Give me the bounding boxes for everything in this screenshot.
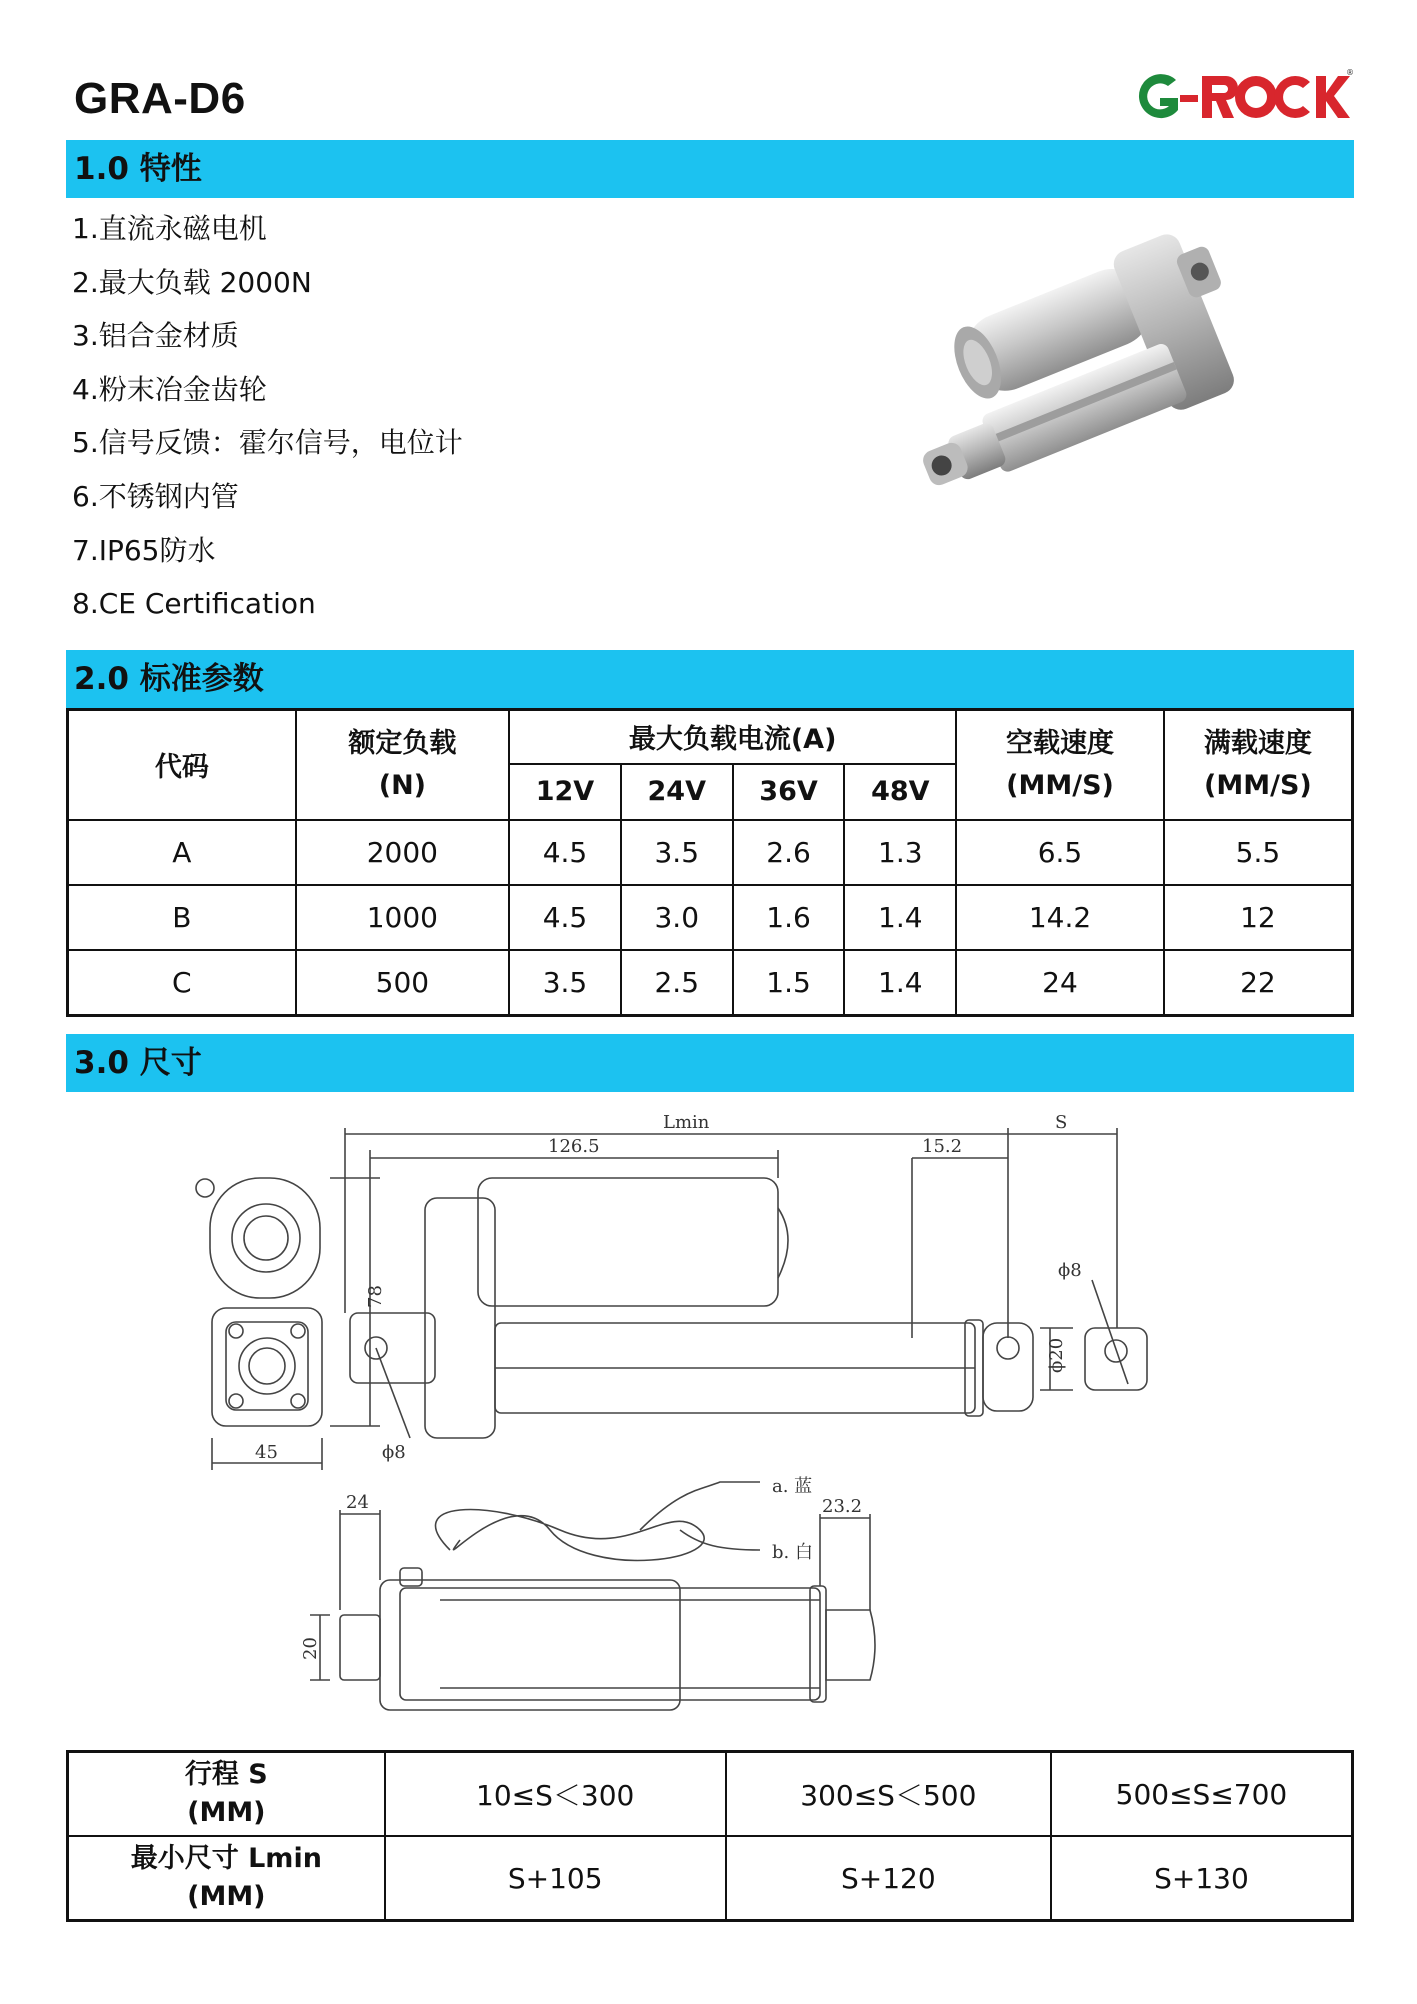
section-features-header: 1.0 特性 xyxy=(66,140,1354,198)
dim-hole-rear: ϕ8 xyxy=(382,1442,406,1463)
row-label-stroke-unit: (MM) xyxy=(187,1797,266,1828)
cell-load: 500 xyxy=(296,950,509,1016)
col-no-load-speed xyxy=(956,710,1164,820)
cell-lmin: S+130 xyxy=(1051,1836,1353,1921)
dim-body-len: 126.5 xyxy=(548,1136,600,1157)
feature-list xyxy=(72,205,463,634)
dim-hole-front: ϕ8 xyxy=(1058,1260,1082,1281)
col-load xyxy=(296,710,509,820)
cell-full-load: 12 xyxy=(1164,885,1353,950)
stroke-table xyxy=(66,1750,1354,1922)
dim-width: 45 xyxy=(255,1442,278,1463)
col-load-label: 额定负载 xyxy=(348,727,457,759)
page-title: GRA-D6 xyxy=(74,74,246,123)
cell-no-load: 24 xyxy=(956,950,1164,1016)
section-dimensions-header: 3.0 尺寸 xyxy=(66,1034,1354,1092)
dim-lmin: Lmin xyxy=(663,1112,710,1133)
cell-current: 4.5 xyxy=(509,820,621,885)
cell-full-load: 22 xyxy=(1164,950,1353,1016)
cell-stroke: 10≤S＜300 xyxy=(385,1752,726,1837)
cell-code: B xyxy=(68,885,296,950)
col-voltage: 36V xyxy=(733,764,845,820)
cell-stroke: 300≤S＜500 xyxy=(726,1752,1051,1837)
col-full-load-speed xyxy=(1164,710,1353,820)
feature-item: 4.粉末冶金齿轮 xyxy=(72,372,267,406)
cell-load: 1000 xyxy=(296,885,509,950)
row-label-lmin-unit: (MM) xyxy=(187,1881,266,1912)
cell-current: 3.5 xyxy=(621,820,733,885)
feature-item: 7.IP65防水 xyxy=(72,533,216,567)
dimension-drawing-front xyxy=(170,1108,1290,1478)
cell-current: 1.4 xyxy=(844,950,956,1016)
table-row xyxy=(68,885,1353,950)
dim-rear-len: 24 xyxy=(346,1492,369,1513)
dim-stroke: S xyxy=(1055,1112,1068,1133)
table-row xyxy=(68,820,1353,885)
cell-current: 3.0 xyxy=(621,885,733,950)
col-voltage: 48V xyxy=(844,764,956,820)
dim-front-len: 23.2 xyxy=(822,1496,863,1517)
svg-text:®: ® xyxy=(1346,68,1354,77)
cell-code: C xyxy=(68,950,296,1016)
col-voltage: 12V xyxy=(509,764,621,820)
cell-current: 1.6 xyxy=(733,885,845,950)
dim-height: 78 xyxy=(365,1285,386,1308)
cell-full-load: 5.5 xyxy=(1164,820,1353,885)
cell-current: 3.5 xyxy=(509,950,621,1016)
col-full-load-speed-label: 满载速度 xyxy=(1203,727,1312,759)
row-label-stroke-text: 行程 S xyxy=(184,1759,268,1790)
dim-side-height: 20 xyxy=(300,1637,321,1660)
table-row xyxy=(68,1836,1353,1921)
table-row xyxy=(68,1752,1353,1837)
feature-item: 8.CE Certification xyxy=(72,587,316,621)
row-label-stroke xyxy=(68,1752,385,1837)
cell-lmin: S+105 xyxy=(385,1836,726,1921)
dim-tip-len: 15.2 xyxy=(922,1136,963,1157)
g-rock-logo xyxy=(1132,66,1352,128)
row-label-lmin-text: 最小尺寸 Lmin xyxy=(130,1843,322,1874)
cell-stroke: 500≤S≤700 xyxy=(1051,1752,1353,1837)
table-row xyxy=(68,950,1353,1016)
cell-current: 4.5 xyxy=(509,885,621,950)
cell-load: 2000 xyxy=(296,820,509,885)
dimension-drawing-top-view xyxy=(300,1470,1140,1730)
col-speed-unit: (MM/S) xyxy=(1204,769,1312,801)
col-voltage: 24V xyxy=(621,764,733,820)
feature-item: 6.不锈钢内管 xyxy=(72,479,239,513)
cell-current: 1.5 xyxy=(733,950,845,1016)
cell-no-load: 6.5 xyxy=(956,820,1164,885)
cell-current: 1.4 xyxy=(844,885,956,950)
product-photo xyxy=(920,236,1300,546)
col-current: 最大负载电流(A) xyxy=(509,710,956,764)
feature-item: 5.信号反馈：霍尔信号，电位计 xyxy=(72,426,463,460)
row-label-lmin xyxy=(68,1836,385,1921)
cell-lmin: S+120 xyxy=(726,1836,1051,1921)
cell-no-load: 14.2 xyxy=(956,885,1164,950)
feature-item: 2.最大负载 2000N xyxy=(72,265,312,299)
feature-item: 3.铝合金材质 xyxy=(72,319,239,353)
cell-current: 1.3 xyxy=(844,820,956,885)
wire-b-label: b. 白 xyxy=(772,1542,813,1563)
cell-current: 2.5 xyxy=(621,950,733,1016)
col-speed-unit: (MM/S) xyxy=(1006,769,1114,801)
section-params-header: 2.0 标准参数 xyxy=(66,650,1354,708)
col-no-load-speed-label: 空载速度 xyxy=(1005,727,1114,759)
params-table xyxy=(66,708,1354,1017)
dim-rod-dia: ϕ20 xyxy=(1046,1337,1067,1373)
col-load-unit: (N) xyxy=(378,769,427,801)
feature-item: 1.直流永磁电机 xyxy=(72,212,267,245)
wire-a-label: a. 蓝 xyxy=(772,1476,813,1497)
cell-current: 2.6 xyxy=(733,820,845,885)
cell-code: A xyxy=(68,820,296,885)
col-code: 代码 xyxy=(68,710,296,820)
